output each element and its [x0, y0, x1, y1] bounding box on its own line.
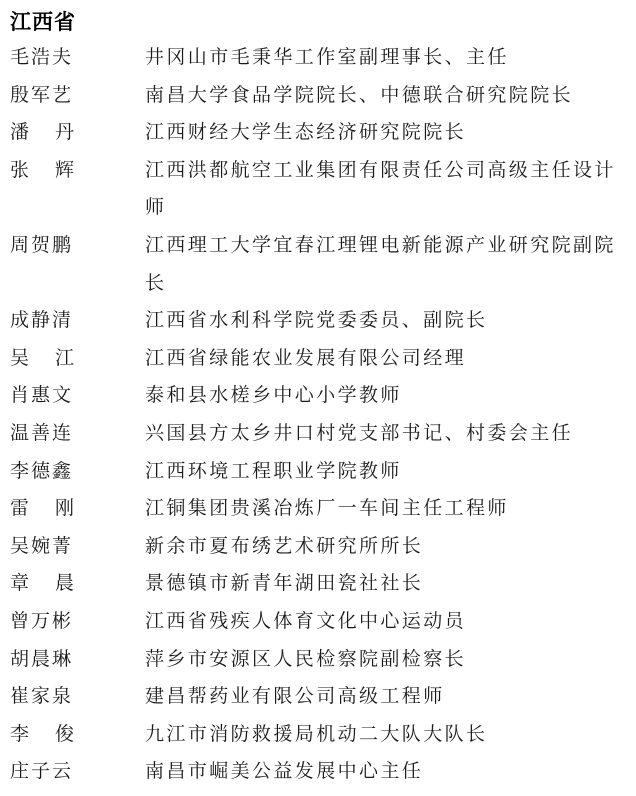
person-name: 章晨 — [10, 572, 101, 595]
section-title: 江西省 — [10, 10, 76, 34]
person-name: 庄子云 — [10, 760, 74, 783]
person-title: 井冈山市毛秉华工作室副理事长、主任 — [145, 46, 509, 68]
person-name: 殷军艺 — [10, 83, 74, 106]
person-title: 南昌市崛美公益发展中心主任 — [145, 760, 424, 783]
list-item — [0, 528, 636, 566]
person-name: 肖惠文 — [10, 384, 74, 407]
person-title: 萍乡市安源区人民检察院副检察长 — [145, 647, 467, 670]
person-name: 张辉 — [10, 158, 101, 181]
person-name: 胡晨琳 — [10, 647, 74, 670]
person-title: 景德镇市新青年湖田瓷社社长 — [145, 572, 424, 595]
person-name: 崔家泉 — [10, 685, 74, 708]
person-title: 江西省残疾人体育文化中心运动员 — [145, 609, 467, 632]
list-item — [0, 753, 636, 791]
person-name: 曾万彬 — [10, 609, 74, 632]
person-name: 李德鑫 — [10, 459, 74, 482]
people-list — [0, 39, 636, 791]
list-item — [0, 377, 636, 415]
person-name: 潘丹 — [10, 121, 101, 144]
person-title: 江西省水利科学院党委委员、副院长 — [145, 309, 488, 332]
list-item — [0, 490, 636, 528]
person-name: 雷刚 — [10, 497, 101, 520]
person-name: 周贺鹏 — [10, 233, 74, 256]
list-item — [0, 453, 636, 491]
person-title: 江西理工大学宜春江理锂电新能源产业研究院副院长 — [145, 233, 616, 294]
list-item — [0, 641, 636, 679]
list-item — [0, 114, 636, 152]
person-title: 江西环境工程职业学院教师 — [145, 459, 402, 482]
person-title: 江铜集团贵溪冶炼厂一车间主任工程师 — [145, 497, 509, 520]
person-title: 南昌大学食品学院院长、中德联合研究院院长 — [145, 83, 574, 106]
list-item — [0, 716, 636, 754]
person-title: 江西财经大学生态经济研究院院长 — [145, 121, 467, 144]
person-title: 江西省绿能农业发展有限公司经理 — [145, 346, 467, 369]
list-item — [0, 603, 636, 641]
person-title: 新余市夏布绣艺术研究所所长 — [145, 534, 424, 557]
person-name: 温善连 — [10, 421, 74, 444]
list-item — [0, 77, 636, 115]
list-item — [0, 678, 636, 716]
person-title: 泰和县水槎乡中心小学教师 — [145, 384, 402, 407]
list-item — [0, 227, 636, 302]
person-name: 毛浩夫 — [10, 46, 74, 68]
list-item — [0, 302, 636, 340]
person-name: 吴婉菁 — [10, 534, 74, 557]
list-item — [0, 152, 636, 227]
person-title: 九江市消防救援局机动二大队大队长 — [145, 722, 488, 745]
person-title: 兴国县方太乡井口村党支部书记、村委会主任 — [145, 421, 574, 444]
list-item — [0, 39, 636, 77]
list-item — [0, 565, 636, 603]
person-title: 江西洪都航空工业集团有限责任公司高级主任设计师 — [145, 158, 616, 219]
person-name: 成静清 — [10, 309, 74, 332]
person-name: 吴江 — [10, 346, 101, 369]
list-item — [0, 340, 636, 378]
person-title: 建昌帮药业有限公司高级工程师 — [145, 685, 445, 708]
list-item — [0, 415, 636, 453]
person-name: 李俊 — [10, 722, 101, 745]
